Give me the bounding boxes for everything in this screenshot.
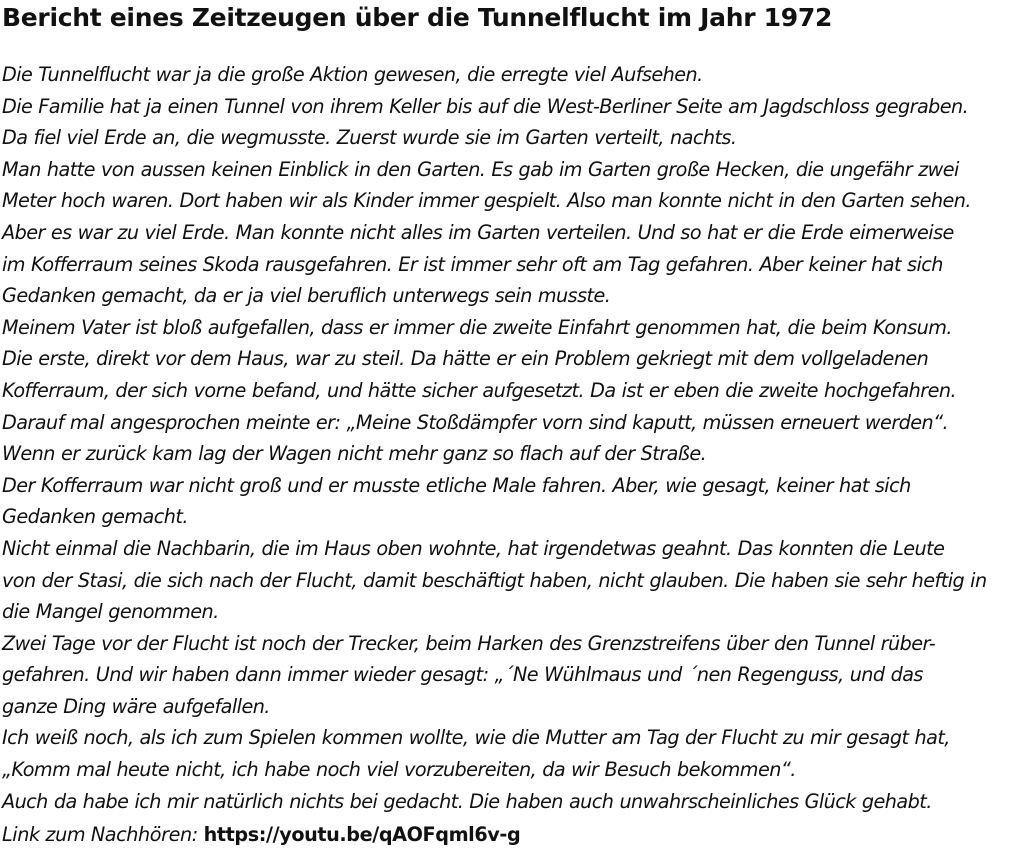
- youtube-link[interactable]: https://youtu.be/qAOFqml6v-g: [203, 823, 521, 846]
- text-line: ganze Ding wäre aufgefallen.: [2, 694, 270, 718]
- text-line: von der Stasi, die sich nach der Flucht, damit beschäftigt haben, nicht glauben. Die haben sie sehr heftig in: [2, 568, 987, 592]
- text-line: Die Tunnelflucht war ja die große Aktion gewesen, die erregte viel Aufsehen.: [2, 63, 703, 86]
- text-line: Die erste, direkt vor dem Haus, war zu steil. Da hätte er ein Problem gekriegt mit dem vollgeladenen: [2, 347, 929, 371]
- text-line: Man hatte von aussen keinen Einblick in den Garten. Es gab im Garten große Hecken, die ungefähr zwei: [2, 157, 959, 181]
- text-line: Aber es war zu viel Erde. Man konnte nicht alles im Garten verteilen. Und so hat er die Erde eimerweise: [2, 220, 954, 244]
- testimony-text: [2, 59, 1022, 817]
- text-line: Da fiel viel Erde an, die wegmusste. Zuerst wurde sie im Garten verteilt, nachts.: [2, 126, 737, 150]
- text-line: Gedanken gemacht, da er ja viel beruflich unterwegs sein musste.: [2, 284, 611, 308]
- text-line: Auch da habe ich mir natürlich nichts bei gedacht. Die haben auch unwahrscheinliches Glück gehabt.: [2, 789, 932, 813]
- text-line: Gedanken gemacht.: [2, 505, 188, 529]
- text-line: Ich weiß noch, als ich zum Spielen kommen wollte, wie die Mutter am Tag der Flucht zu mir gesagt hat,: [2, 726, 950, 750]
- listen-link-label: Link zum Nachhören:: [2, 823, 204, 846]
- text-line: gefahren. Und wir haben dann immer wieder gesagt: „´Ne Wühlmaus und ´nen Regenguss, und das: [2, 663, 923, 687]
- page-title: Bericht eines Zeitzeugen über die Tunnelflucht im Jahr 1972: [2, 3, 833, 32]
- text-line: im Kofferraum seines Skoda rausgefahren. Er ist immer sehr oft am Tag gefahren. Aber keiner hat sich: [2, 252, 943, 276]
- text-line: Wenn er zurück kam lag der Wagen nicht mehr ganz so flach auf der Straße.: [2, 442, 707, 466]
- text-line: Darauf mal angesprochen meinte er: „Meine Stoßdämpfer vorn sind kaputt, müssen erneuert werden“.: [2, 410, 949, 434]
- text-line: die Mangel genommen.: [2, 600, 219, 624]
- text-line: Die Familie hat ja einen Tunnel von ihrem Keller bis auf die West-Berliner Seite am Jagdschloss gegraben.: [2, 94, 969, 118]
- text-line: „Komm mal heute nicht, ich habe noch viel vorzubereiten, da wir Besuch bekommen“.: [2, 758, 796, 782]
- text-line: Meinem Vater ist bloß aufgefallen, dass er immer die zweite Einfahrt genommen hat, die beim Konsum.: [2, 315, 952, 339]
- listen-link-row: [2, 819, 520, 851]
- text-line: Zwei Tage vor der Flucht ist noch der Trecker, beim Harken des Grenzstreifens über den Tunnel rüber-: [2, 631, 936, 655]
- text-line: Kofferraum, der sich vorne befand, und hätte sicher aufgesetzt. Da ist er eben die zweite hochgefahren.: [2, 378, 957, 402]
- text-line: Meter hoch waren. Dort haben wir als Kinder immer gespielt. Also man konnte nicht in den Garten sehen.: [2, 189, 971, 213]
- text-line: Nicht einmal die Nachbarin, die im Haus oben wohnte, hat irgendetwas geahnt. Das konnten die Leute: [2, 536, 945, 560]
- text-line: Der Kofferraum war nicht groß und er musste etliche Male fahren. Aber, wie gesagt, keiner hat sich: [2, 473, 911, 497]
